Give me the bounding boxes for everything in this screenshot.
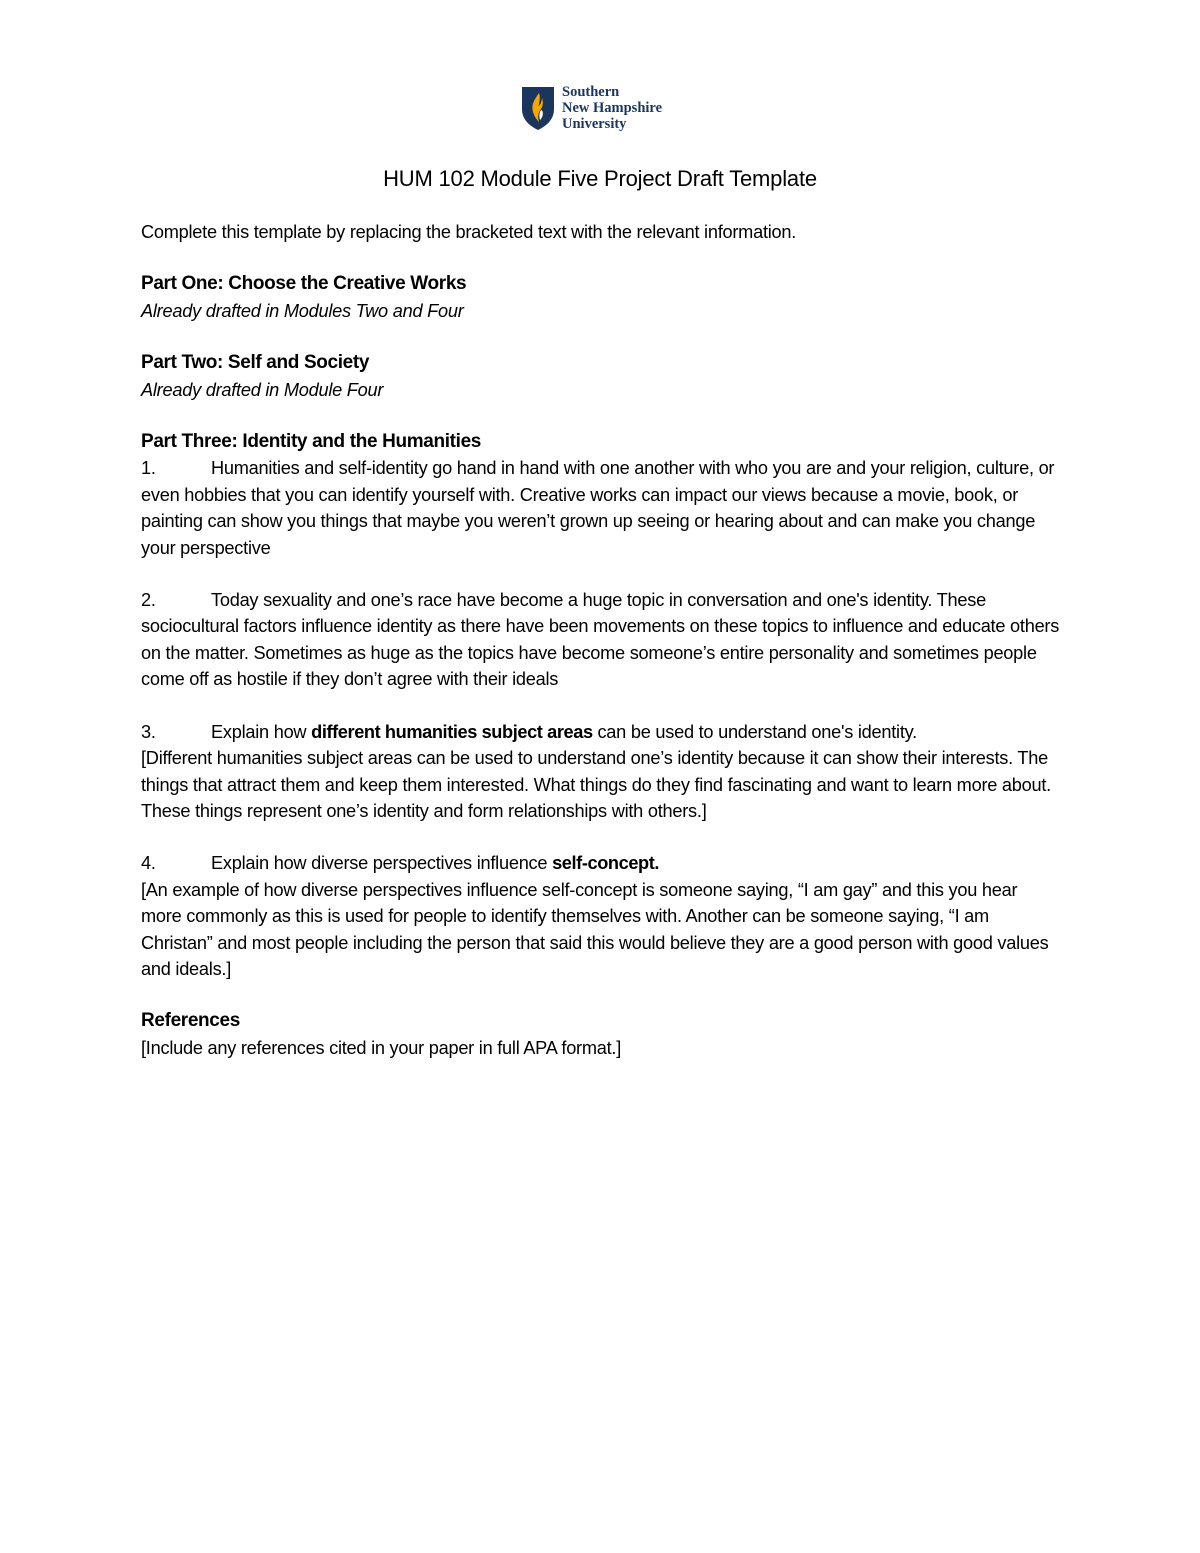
item-3-prompt-post: can be used to understand one's identity.: [592, 721, 917, 742]
item-3-prompt-bold: different humanities subject areas: [311, 721, 593, 742]
item-2-text: Today sexuality and one’s race have become a huge topic in conversation and one's identity. These sociocultural factors influence identity as there have been movements on these topics to influence and educate others on the matter. Sometimes as huge as the topics have become someone’s entire personality and sometimes people come off as hostile if they don’t agree with their ideals: [141, 590, 1060, 690]
references-heading: References: [141, 1010, 240, 1032]
item-4-prompt-pre: Explain how diverse perspectives influence: [211, 853, 553, 874]
university-logo: [520, 84, 662, 132]
item-3-prompt-pre: Explain how: [211, 721, 312, 742]
item-4-prompt-bold: self-concept.: [552, 853, 660, 874]
document-body: [141, 219, 1061, 1061]
item-number: 1.: [141, 458, 156, 479]
item-number: 2.: [141, 590, 156, 611]
logo-wordmark: [562, 84, 662, 132]
item-1: [141, 455, 1061, 561]
part-one-heading: Part One: Choose the Creative Works: [141, 273, 467, 295]
references-text: [Include any references cited in your paper in full APA format.]: [141, 1037, 622, 1058]
item-3-answer: [Different humanities subject areas can be used to understand one’s identity because it can show their interests. The things that attract them and keep them interested. What things do they find fascinating and want to learn more about. These things represent one’s identity and form relationships with others.]: [141, 748, 1051, 821]
part-three-heading: Part Three: Identity and the Humanities: [141, 431, 482, 453]
item-4-answer: [An example of how diverse perspectives influence self-concept is someone saying, “I am gay” and this you hear more commonly as this is used for people to identify themselves with. Another can be someone saying, “I am Christan” and most people including the person that said this would believe they are a good person with good values and ideals.]: [141, 879, 1049, 979]
intro-text: Complete this template by replacing the bracketed text with the relevant information.: [141, 222, 797, 242]
document-title: HUM 102 Module Five Project Draft Template: [383, 166, 817, 191]
item-number: 4.: [141, 853, 156, 874]
logo-line: University: [562, 116, 627, 132]
part-two-heading: Part Two: Self and Society: [141, 352, 370, 374]
item-3-prompt: [141, 719, 1061, 745]
item-number: 3.: [141, 721, 156, 742]
item-1-text: Humanities and self-identity go hand in hand with one another with who you are and your religion, culture, or even hobbies that you can identify yourself with. Creative works can impact our views because a movie, book, or painting can show you things that maybe you weren’t grown up seeing or hearing about and can make you change your perspective: [141, 458, 1055, 558]
logo-line: New Hampshire: [562, 100, 663, 116]
logo-line: Southern: [562, 84, 620, 100]
item-2: [141, 587, 1061, 693]
shield-flame-icon: [520, 85, 556, 131]
item-4-prompt: [141, 850, 1061, 876]
part-two-note: Already drafted in Module Four: [141, 379, 384, 400]
part-one-note: Already drafted in Modules Two and Four: [141, 300, 464, 321]
